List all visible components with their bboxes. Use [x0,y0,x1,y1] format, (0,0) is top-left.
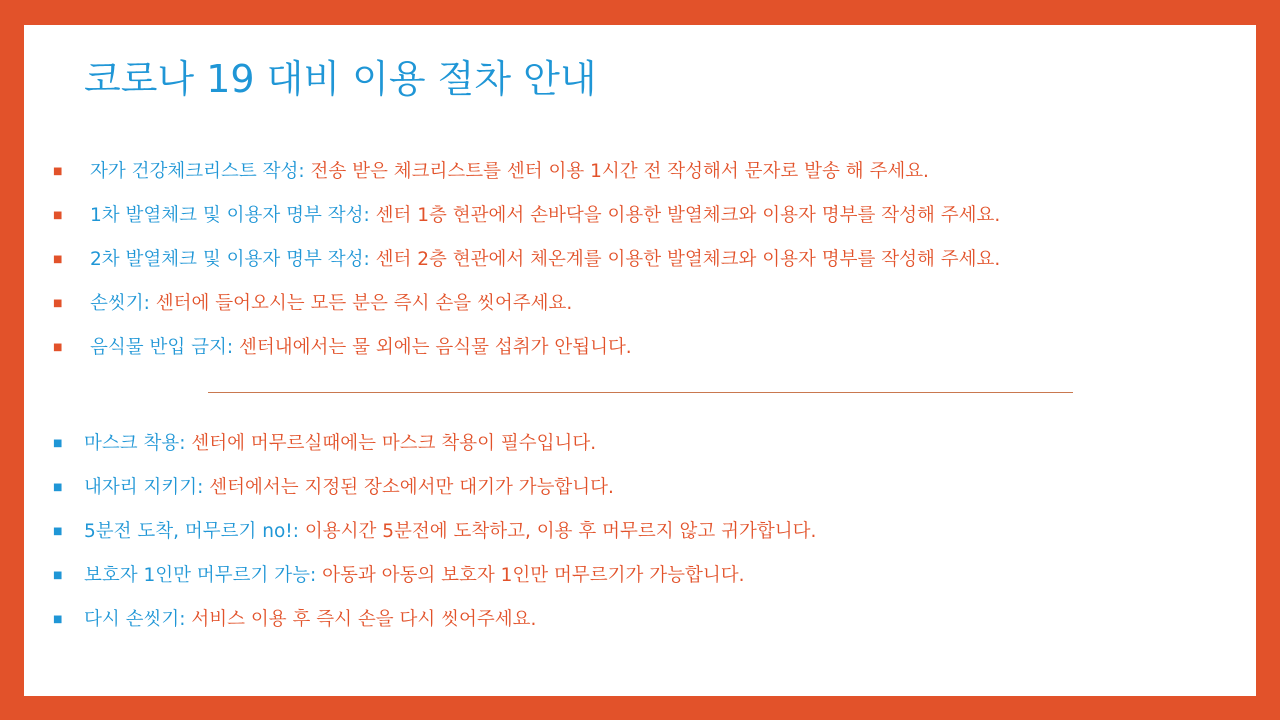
list-item-label: 다시 손씻기: [84,609,186,630]
list-item [24,284,1256,328]
list-item-label: 내자리 지키기: [84,477,204,498]
procedure-list-bottom [24,424,1256,644]
list-item-description: 이용시간 5분전에 도착하고, 이용 후 머무르지 않고 귀가합니다. [304,521,817,542]
list-item-description: 센터에 들어오시는 모든 분은 즉시 손을 씻어주세요. [155,293,573,314]
bullet-icon: ■ [53,570,63,581]
list-item-text [84,556,744,596]
bullet-icon: ■ [53,438,63,449]
list-item-text [90,284,572,324]
bullet-icon: ■ [53,298,63,309]
bullet-icon: ■ [53,614,63,625]
list-item-label: 5분전 도착, 머무르기 no!: [84,521,299,542]
list-item-description: 센터내에서는 물 외에는 음식물 섭취가 안됩니다. [238,337,632,358]
list-item [24,240,1256,284]
list-item-description: 아동과 아동의 보호자 1인만 머무르기가 가능합니다. [322,565,745,586]
list-item-text [84,468,614,508]
list-item-label: 음식물 반입 금지: [90,337,234,358]
list-item-text [90,328,632,368]
bullet-icon: ■ [53,166,63,177]
list-item-label: 보호자 1인만 머무르기 가능: [84,565,317,586]
list-item [24,556,1256,600]
list-item-label: 마스크 착용: [84,433,186,454]
list-item-label: 1차 발열체크 및 이용자 명부 작성: [90,205,370,226]
list-item-label: 손씻기: [90,293,150,314]
list-item-label: 2차 발열체크 및 이용자 명부 작성: [90,249,370,270]
list-item [24,600,1256,644]
list-item-text [84,512,816,552]
list-item [24,152,1256,196]
list-item-description: 서비스 이용 후 즉시 손을 다시 씻어주세요. [191,609,537,630]
list-item-text [90,240,1000,280]
procedure-list-top [24,152,1256,372]
bullet-icon: ■ [53,482,63,493]
list-item [24,512,1256,556]
list-item-text [84,424,596,464]
bullet-icon: ■ [53,210,63,221]
list-item [24,424,1256,468]
list-item [24,468,1256,512]
list-item-text [90,152,929,192]
bullet-icon: ■ [53,526,63,537]
bullet-icon: ■ [53,342,63,353]
list-item [24,328,1256,372]
slide-title: 코로나 19 대비 이용 절차 안내 [84,57,597,101]
list-item [24,196,1256,240]
list-item-description: 센터 2층 현관에서 체온계를 이용한 발열체크와 이용자 명부를 작성해 주세요. [375,249,1001,270]
list-item-description: 센터에서는 지정된 장소에서만 대기가 가능합니다. [209,477,614,498]
list-item-label: 자가 건강체크리스트 작성: [90,161,305,182]
list-item-description: 전송 받은 체크리스트를 센터 이용 1시간 전 작성해서 문자로 발송 해 주세요. [310,161,929,182]
list-item-text [90,196,1000,236]
bullet-icon: ■ [53,254,63,265]
list-item-description: 센터에 머무르실때에는 마스크 착용이 필수입니다. [191,433,597,454]
list-item-text [84,600,536,640]
section-divider [208,392,1073,393]
list-item-description: 센터 1층 현관에서 손바닥을 이용한 발열체크와 이용자 명부를 작성해 주세요. [375,205,1001,226]
slide [24,25,1256,696]
